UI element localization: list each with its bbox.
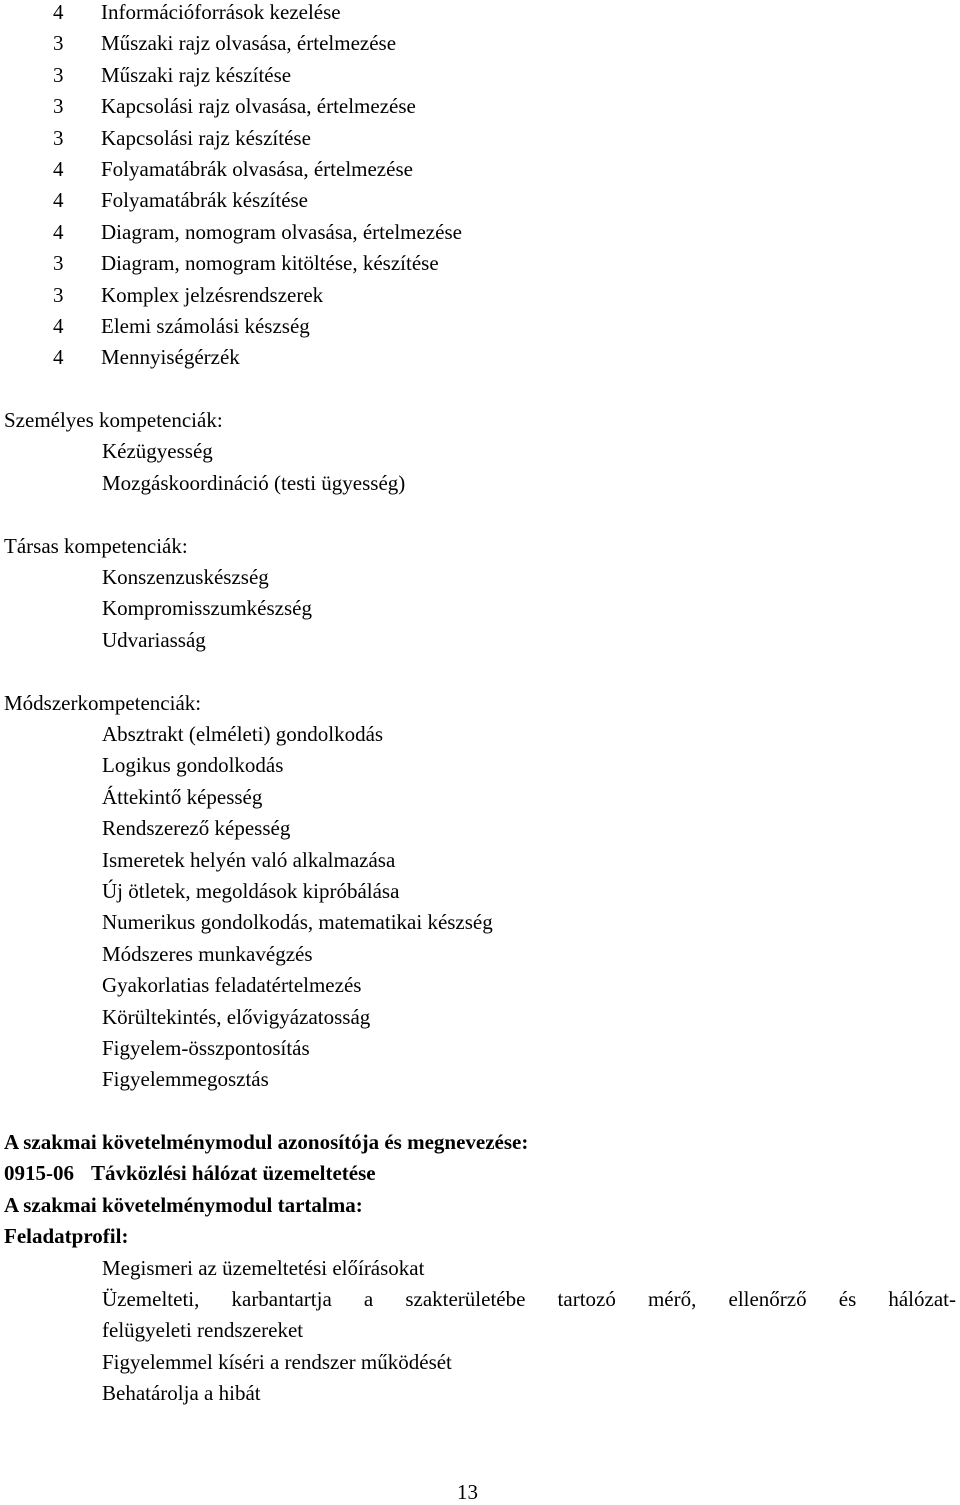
skill-row <box>0 154 960 185</box>
competency-item: Absztrakt (elméleti) gondolkodás <box>102 721 384 746</box>
task-item-continuation: felügyeleti rendszereket <box>102 1318 304 1343</box>
skill-level: 3 <box>53 94 64 119</box>
method-competencies <box>0 688 960 1096</box>
task-item: Üzemelteti, karbantartja a szakterületébe tartozó mérő, ellenőrző és hálózat- <box>102 1287 956 1312</box>
competency-item: Gyakorlatias feladatértelmezés <box>102 973 362 998</box>
skill-level: 3 <box>53 62 64 87</box>
module-id-heading: A szakmai követelménymodul azonosítója és megnevezése: <box>4 1130 529 1155</box>
skill-level: 4 <box>53 156 64 181</box>
page-number: 13 <box>457 1480 478 1504</box>
skill-label: Komplex jelzésrendszerek <box>101 282 324 307</box>
skill-level: 4 <box>53 0 64 24</box>
skill-label: Információforrások kezelése <box>101 0 341 24</box>
spacer <box>0 374 960 405</box>
task-item: Behatárolja a hibát <box>102 1381 261 1406</box>
skill-label: Kapcsolási rajz olvasása, értelmezése <box>101 94 416 119</box>
social-competencies <box>0 531 960 657</box>
competency-item: Körültekintés, elővigyázatosság <box>102 1004 371 1029</box>
competency-item: Ismeretek helyén való alkalmazása <box>102 847 396 872</box>
skill-row <box>0 342 960 373</box>
skill-level: 4 <box>53 313 64 338</box>
skill-row <box>0 185 960 216</box>
skill-row <box>0 28 960 59</box>
skill-level: 3 <box>53 31 64 56</box>
skill-label: Műszaki rajz készítése <box>101 62 292 87</box>
competency-item: Konszenzuskészség <box>102 565 269 590</box>
competency-item: Rendszerező képesség <box>102 816 291 841</box>
competency-item: Kompromisszumkészség <box>102 596 312 621</box>
module-name: Távközlési hálózat üzemeltetése <box>91 1161 376 1186</box>
skill-row <box>0 280 960 311</box>
spacer <box>0 1096 960 1127</box>
spacer <box>0 499 960 530</box>
section-heading: Módszerkompetenciák: <box>4 690 202 715</box>
module-section <box>0 1127 960 1410</box>
skill-level: 4 <box>53 188 64 213</box>
skill-label: Folyamatábrák készítése <box>101 188 309 213</box>
task-profile-heading: Feladatprofil: <box>4 1224 129 1249</box>
skill-label: Mennyiségérzék <box>101 345 240 370</box>
competency-item: Numerikus gondolkodás, matematikai készség <box>102 910 493 935</box>
skill-row <box>0 60 960 91</box>
skill-row <box>0 91 960 122</box>
competency-item: Áttekintő képesség <box>102 784 263 809</box>
skill-row <box>0 248 960 279</box>
skill-level: 3 <box>53 282 64 307</box>
skill-label: Diagram, nomogram olvasása, értelmezése <box>101 219 462 244</box>
module-code: 0915-06 <box>4 1161 74 1186</box>
competency-item: Kézügyesség <box>102 439 213 464</box>
skill-label: Kapcsolási rajz készítése <box>101 125 311 150</box>
skill-row <box>0 0 960 28</box>
skill-level-list <box>0 0 960 374</box>
skill-label: Diagram, nomogram kitöltése, készítése <box>101 251 439 276</box>
personal-competencies <box>0 405 960 499</box>
competency-item: Módszeres munkavégzés <box>102 941 313 966</box>
skill-level: 4 <box>53 219 64 244</box>
task-item: Figyelemmel kíséri a rendszer működését <box>102 1349 452 1374</box>
skill-row <box>0 123 960 154</box>
module-id-row <box>0 1158 960 1189</box>
task-item: Megismeri az üzemeltetési előírásokat <box>102 1255 425 1280</box>
spacer <box>0 656 960 687</box>
competency-item: Udvariasság <box>102 627 206 652</box>
skill-row <box>0 311 960 342</box>
competency-item: Logikus gondolkodás <box>102 753 284 778</box>
skill-level: 3 <box>53 251 64 276</box>
section-heading: Személyes kompetenciák: <box>4 408 223 433</box>
competency-item: Új ötletek, megoldások kipróbálása <box>102 878 400 903</box>
module-content-heading: A szakmai követelménymodul tartalma: <box>4 1192 363 1217</box>
competency-item: Mozgáskoordináció (testi ügyesség) <box>102 470 406 495</box>
skill-label: Elemi számolási készség <box>101 313 310 338</box>
skill-label: Folyamatábrák olvasása, értelmezése <box>101 156 413 181</box>
section-heading: Társas kompetenciák: <box>4 533 188 558</box>
skill-level: 4 <box>53 345 64 370</box>
skill-level: 3 <box>53 125 64 150</box>
skill-row <box>0 217 960 248</box>
skill-label: Műszaki rajz olvasása, értelmezése <box>101 31 397 56</box>
competency-item: Figyelemmegosztás <box>102 1067 269 1092</box>
competency-item: Figyelem-összpontosítás <box>102 1035 310 1060</box>
